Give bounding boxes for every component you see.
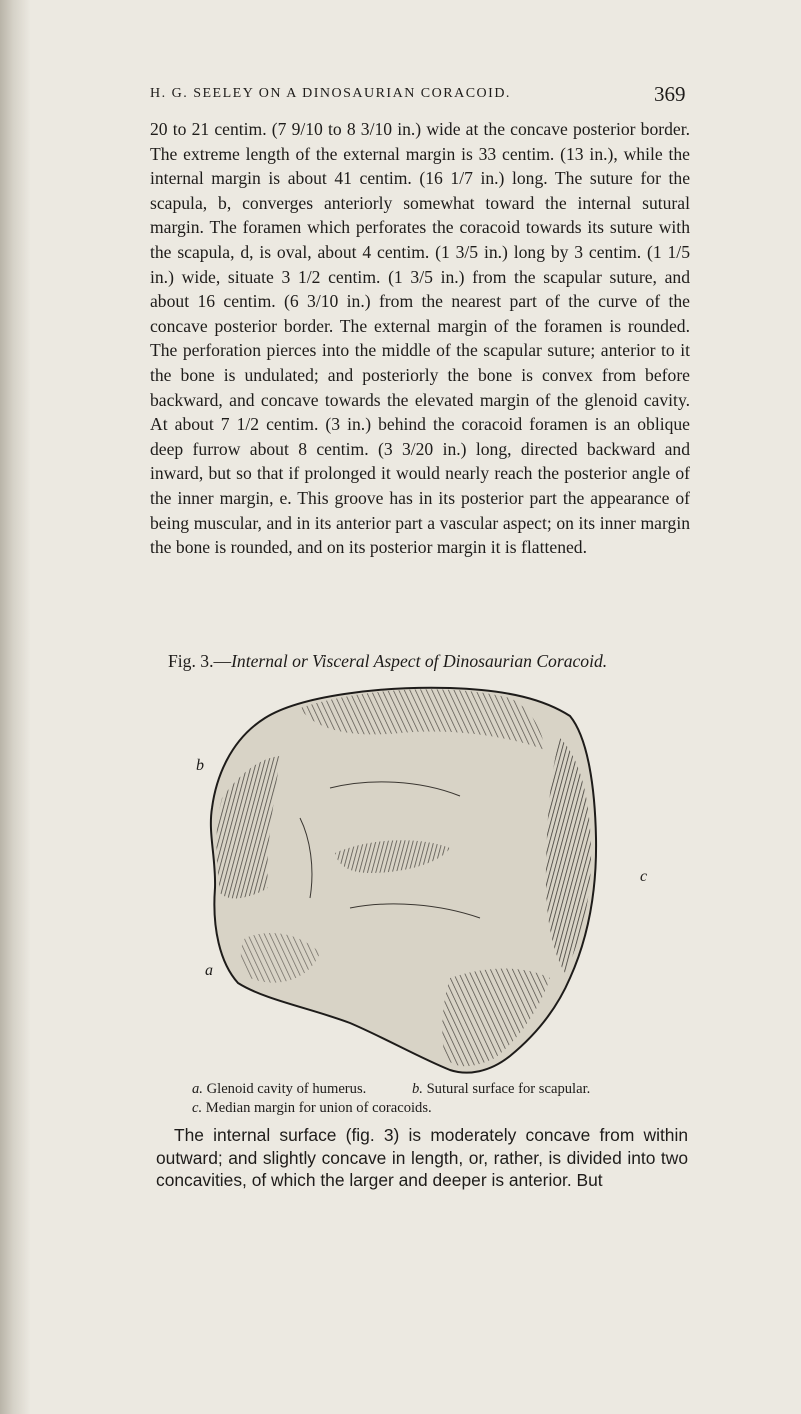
- paragraph-2: [156, 1124, 688, 1192]
- label-a: a: [205, 962, 213, 979]
- caption-line-2: [192, 1099, 672, 1118]
- caption-text-b: Sutural surface for scapular.: [426, 1081, 591, 1097]
- page-number: 369: [654, 82, 686, 106]
- caption-line-1: [192, 1080, 672, 1099]
- paragraph-2-text: The internal surface (fig. 3) is moderately concave from within outward; and slightly concave in length, or, rather, is divided into two concavities, of which the larger and deeper is anterior. But: [156, 1125, 688, 1191]
- figure-title-text: Internal or Visceral Aspect of Dinosaurian Coracoid.: [231, 651, 608, 671]
- caption-key-c: c.: [192, 1099, 203, 1116]
- figure-title: [168, 651, 698, 672]
- caption-text-a: Glenoid cavity of humerus.: [206, 1081, 367, 1097]
- label-b: b: [196, 757, 204, 774]
- label-c: c: [640, 868, 648, 885]
- figure-caption: [192, 1080, 672, 1117]
- page-spine-shadow: [0, 0, 30, 1414]
- caption-text-c: Median margin for union of coracoids.: [205, 1099, 432, 1116]
- caption-key-a: a.: [192, 1081, 203, 1097]
- paragraph-1: 20 to 21 centim. (7 9/10 to 8 3/10 in.) wide at the concave posterior border. The extreme length of the external margin is 33 centim. (13 in.), while the internal margin is about 41 centim. (16 1/7 in.) long. The suture for the scapula, b, converges anteriorly somewhat toward the internal sutural margin. The foramen which perforates the coracoid towards its suture with the scapula, d, is oval, about 4 centim. (1 3/5 in.) long by 3 centim. (1 1/5 in.) wide, situate 3 1/2 centim. (1 3/5 in.) from the scapular suture, and about 16 centim. (6 3/10 in.) from the nearest part of the curve of the concave posterior border. The external margin of the foramen is rounded. The perforation pierces into the middle of the scapular suture; anterior to it the bone is undulated; and posteriorly the bone is convex from before backward, and concave towards the elevated margin of the glenoid cavity. At about 7 1/2 centim. (3 in.) behind the coracoid foramen is an oblique deep furrow about 8 centim. (3 3/20 in.) long, directed backward and inward, but so that if prolonged it would nearly reach the posterior angle of the inner margin, e. This groove has in its posterior part the appearance of being muscular, and in its anterior part a vascular aspect; on its inner margin the bone is rounded, and on its posterior margin it is flattened.: [150, 119, 690, 558]
- running-head: H. G. SEELEY ON A DINOSAURIAN CORACOID.: [150, 86, 511, 101]
- figure-number: Fig. 3.—: [168, 651, 232, 671]
- caption-key-b: b.: [411, 1081, 423, 1097]
- coracoid-illustration: [150, 678, 690, 1078]
